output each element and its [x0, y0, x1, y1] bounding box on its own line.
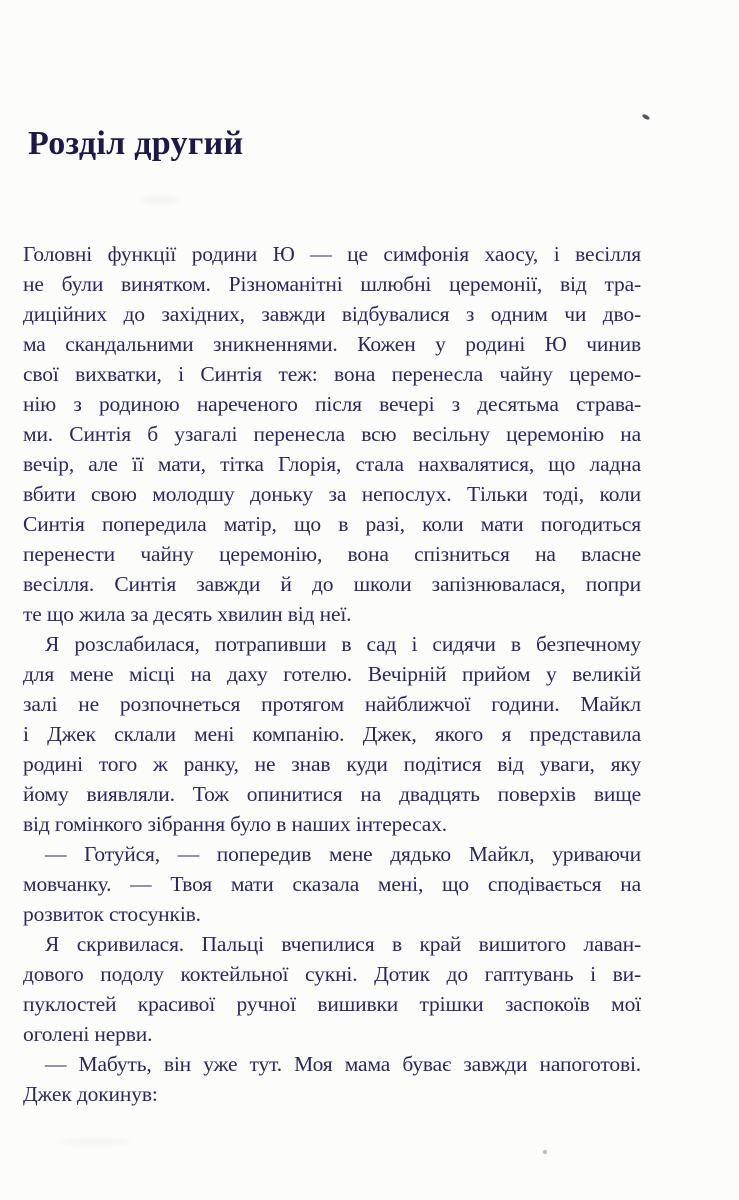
- text-line: Синтія попередила матір, що в разі, коли мати погодиться: [23, 512, 641, 536]
- text-line: від гомінкого зібрання було в наших інтересах.: [23, 812, 447, 836]
- text-line: і Джек склали мені компанію. Джек, якого я представила: [23, 722, 641, 746]
- text-line: родині того ж ранку, не знав куди подітися від уваги, яку: [23, 752, 641, 776]
- paragraph: [23, 1049, 641, 1109]
- scan-speck-icon: [642, 113, 651, 120]
- paragraph: [23, 239, 641, 629]
- text-line: оголені нерви.: [23, 1022, 153, 1046]
- text-line: диційних до західних, завжди відбувалися з одним чи дво-: [23, 302, 641, 326]
- text-line: ми. Синтія б узагалі перенесла всю весільну церемонію на: [23, 422, 641, 446]
- scan-smudge: [60, 1138, 130, 1145]
- text-line: вечір, але її мати, тітка Глорія, стала нахвалятися, що ладна: [23, 452, 641, 476]
- text-line: нію з родиною нареченого після вечері з десятьма страва-: [23, 392, 641, 416]
- chapter-title: Розділ другий: [28, 125, 244, 162]
- text-line: вбити свою молодшу доньку за непослух. Тільки тоді, коли: [23, 482, 641, 506]
- paragraph: [23, 839, 641, 929]
- paragraph: [23, 629, 641, 839]
- text-line: залі не розпочнеться протягом найближчої години. Майкл: [23, 692, 641, 716]
- text-line: Я розслабилася, потрапивши в сад і сидячи в безпечному: [45, 632, 641, 656]
- text-line: дового подолу коктейльної сукні. Дотик до гаптувань і ви-: [23, 962, 641, 986]
- text-line: перенести чайну церемонію, вона спізниться на власне: [23, 542, 641, 566]
- text-block: [23, 239, 641, 1109]
- text-line: весілля. Синтія завжди й до школи запізнювалася, попри: [23, 572, 641, 596]
- text-line: Джек докинув:: [23, 1082, 158, 1106]
- text-line: не були винятком. Різноманітні шлюбні церемонії, від тра-: [23, 272, 641, 296]
- text-line: Я скривилася. Пальці вчепилися в край вишитого лаван-: [45, 932, 641, 956]
- text-line: пуклостей красивої ручної вишивки трішки заспокоїв мої: [23, 992, 641, 1016]
- scan-smudge: [140, 196, 180, 204]
- text-line: Головні функції родини Ю — це симфонія хаосу, і весілля: [23, 242, 641, 266]
- text-line: ма скандальними зникненнями. Кожен у родині Ю чинив: [23, 332, 641, 356]
- text-line: для мене місці на даху готелю. Вечірній прийом у великій: [23, 662, 641, 686]
- text-line: свої вихватки, і Синтія теж: вона перенесла чайну церемо-: [23, 362, 641, 386]
- scan-speck-icon: [543, 1150, 547, 1154]
- text-line: — Готуйся, — попередив мене дядько Майкл, уриваючи: [45, 842, 641, 866]
- text-line: йому виявляли. Тож опинитися на двадцять поверхів вище: [23, 782, 641, 806]
- paragraph: [23, 929, 641, 1049]
- text-line: розвиток стосунків.: [23, 902, 201, 926]
- text-line: те що жила за десять хвилин від неї.: [23, 602, 352, 626]
- text-line: мовчанку. — Твоя мати сказала мені, що сподівається на: [23, 872, 641, 896]
- text-line: — Мабуть, він уже тут. Моя мама буває завжди напоготові.: [45, 1052, 641, 1076]
